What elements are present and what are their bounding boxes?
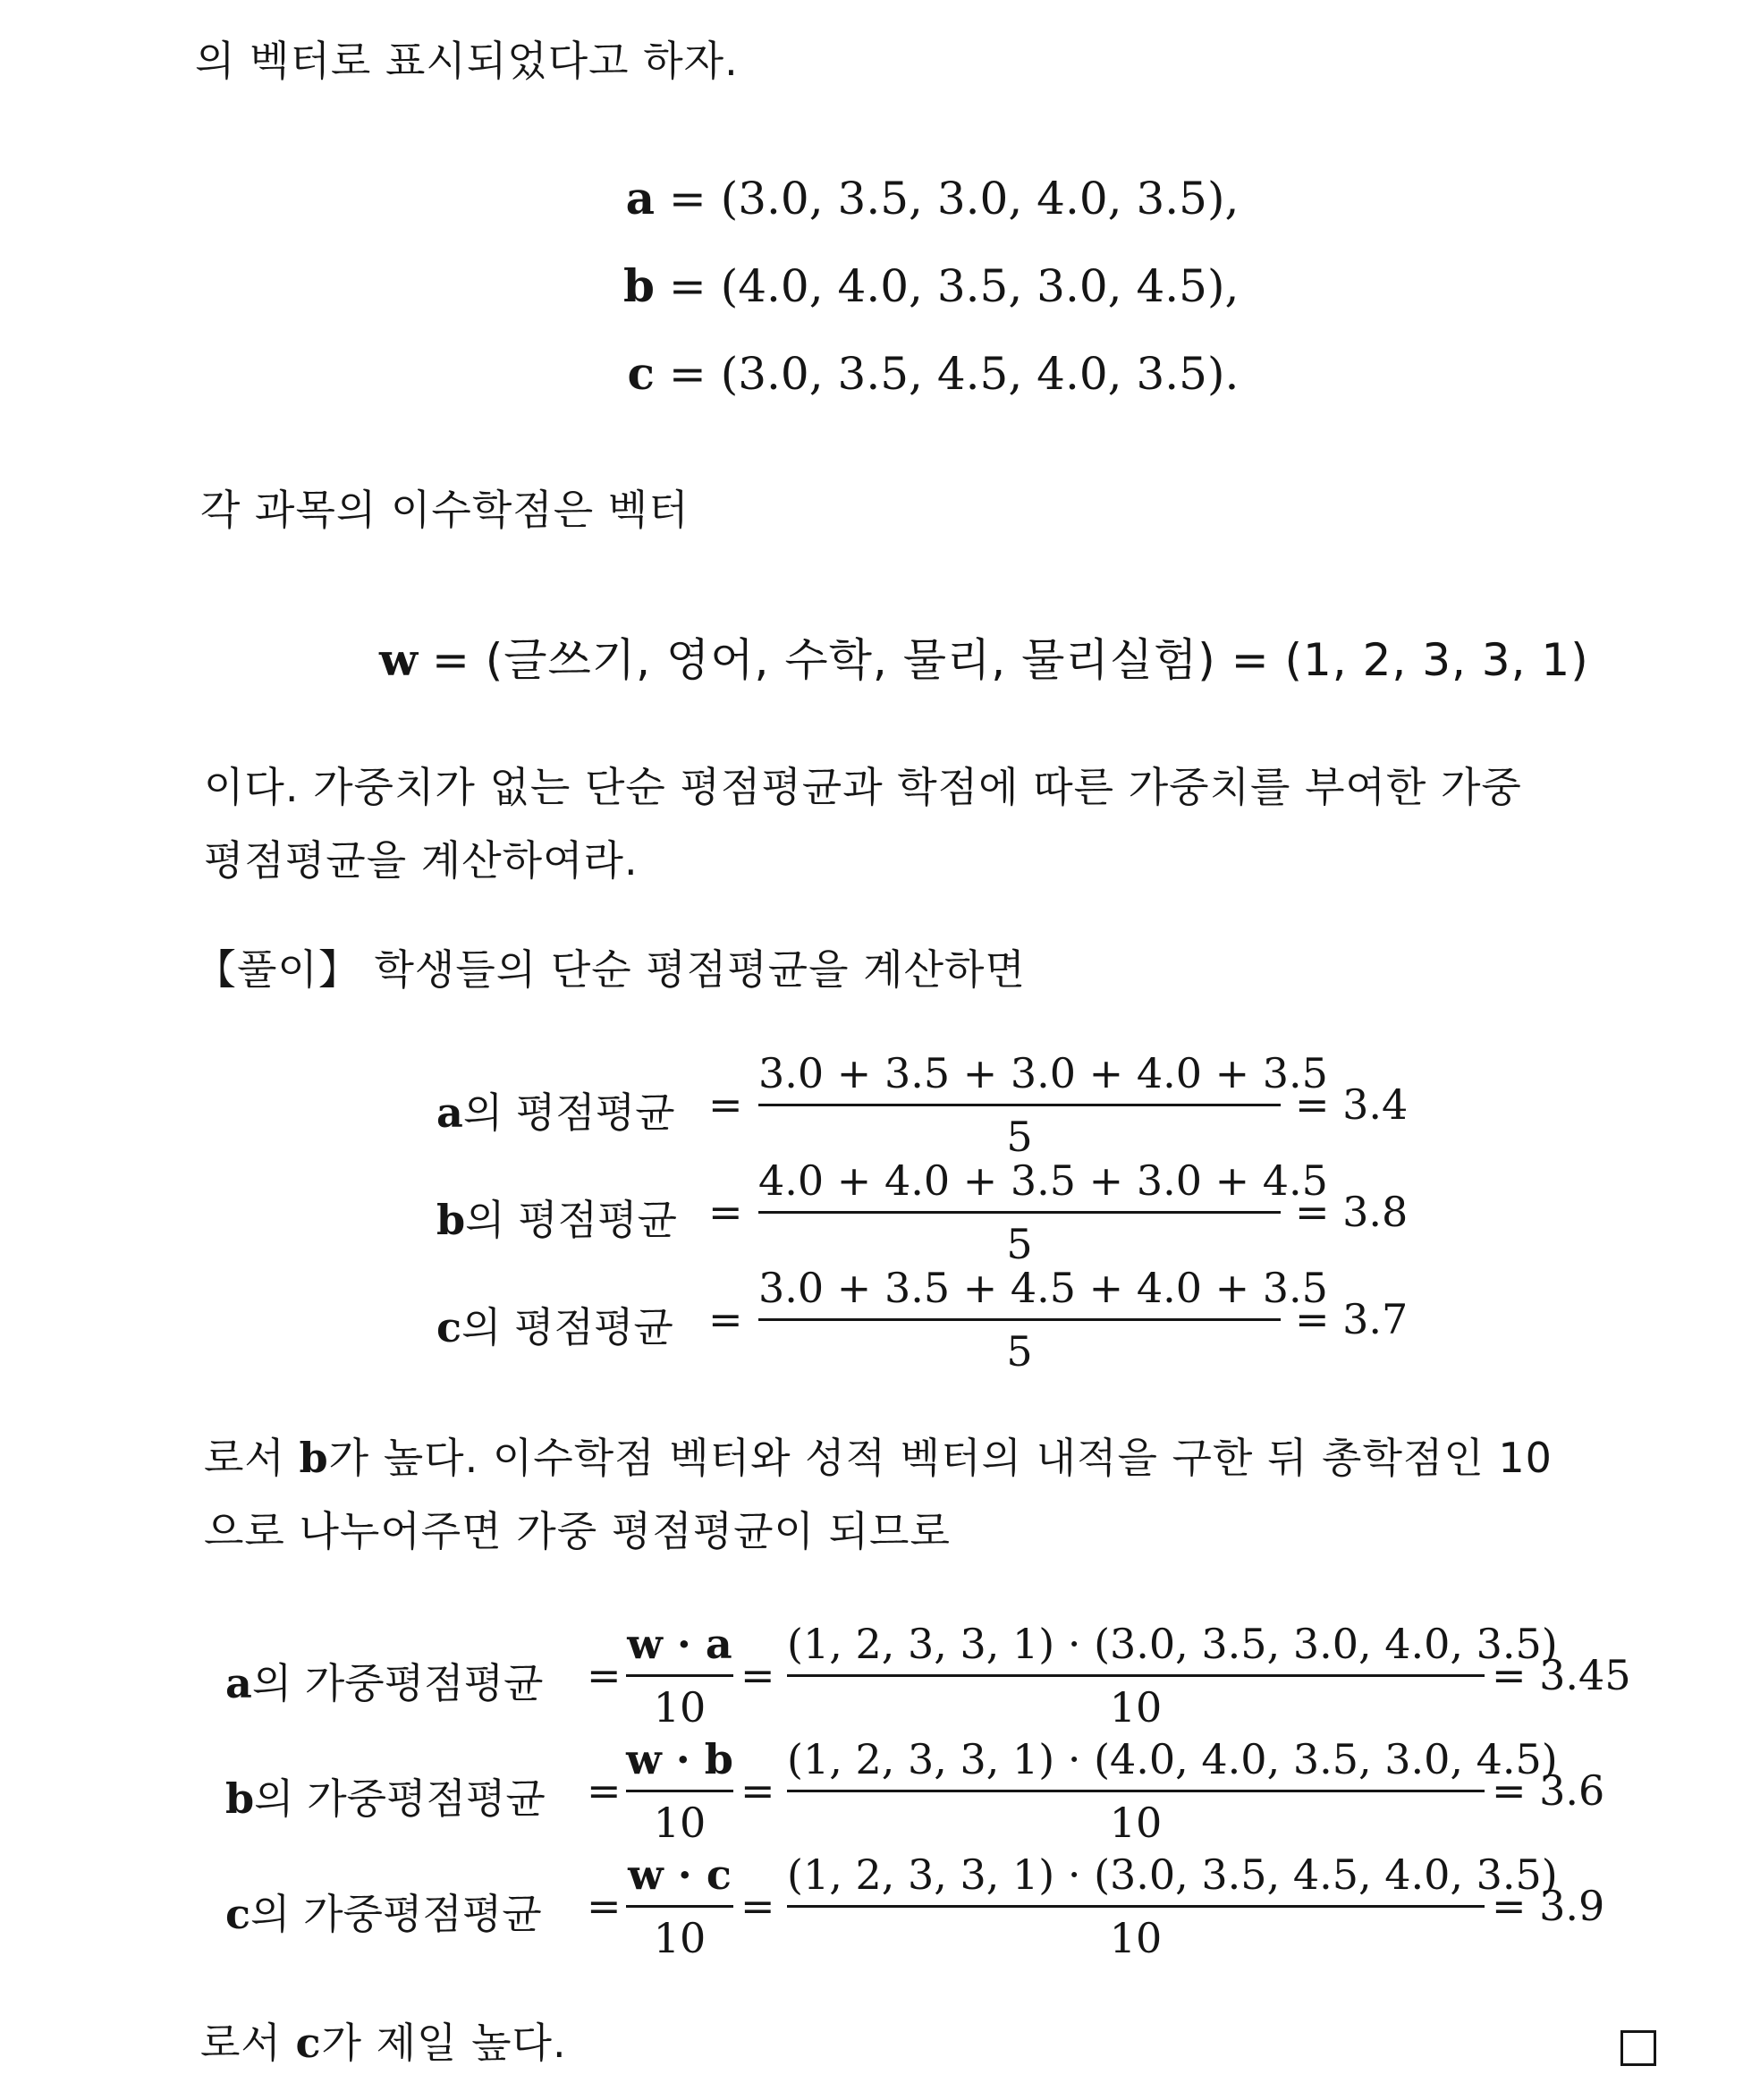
dot-denominator: 10: [653, 1683, 707, 1732]
vector-c: [601, 347, 1239, 400]
student-var: b: [436, 1196, 466, 1244]
mid-line-1: [204, 1422, 1553, 1494]
label-text: 의 가중평점평균: [251, 1659, 544, 1707]
equals-sign: =: [668, 173, 707, 224]
credit-intro: 각 과목의 이수학점은 벡터: [200, 486, 690, 534]
weight-vector-equation: [379, 624, 1589, 689]
denominator: 10: [1109, 1683, 1163, 1732]
equals-sign: =: [708, 1188, 743, 1236]
vector-b: [601, 259, 1239, 312]
dot-product: w · a: [627, 1620, 732, 1668]
equals-sign: =: [587, 1766, 622, 1815]
student-var: c: [225, 1890, 251, 1938]
weighted-average-c: [0, 1848, 1760, 1973]
weighted-average-b: [0, 1732, 1760, 1858]
fraction: [758, 1046, 1328, 1164]
question-line-2: 평점평균을 계산하여라.: [204, 836, 639, 885]
equals-sign-2: =: [740, 1882, 775, 1930]
dot-fraction: [626, 1617, 733, 1734]
vector-value: (4.0, 4.0, 3.5, 3.0, 4.5),: [720, 260, 1240, 312]
fraction-bar: [787, 1790, 1485, 1792]
equals-sign-2: =: [740, 1651, 775, 1699]
simple-average-b: [0, 1154, 1760, 1279]
dot-denominator: 10: [653, 1914, 707, 1962]
intro-line: 의 벡터로 표시되었다고 하자.: [195, 37, 739, 85]
final-var: c: [295, 2019, 322, 2067]
fraction-bar: [626, 1674, 733, 1677]
vector-name: a: [625, 172, 655, 224]
label-text: 의 평점평균: [461, 1303, 673, 1351]
fraction: [787, 1617, 1558, 1734]
simple-average-a: [0, 1046, 1760, 1172]
result: = 3.45: [1492, 1651, 1631, 1699]
fraction-bar: [758, 1211, 1281, 1214]
equals-sign: =: [708, 1295, 743, 1343]
label-text: 의 평점평균: [462, 1088, 675, 1137]
vector-a: [601, 172, 1239, 224]
denominator: 10: [1109, 1799, 1163, 1847]
row-label: [225, 1882, 542, 1941]
equals-sign: =: [587, 1882, 622, 1930]
numerator: 4.0 + 4.0 + 3.5 + 3.0 + 4.5: [758, 1156, 1328, 1205]
denominator: 5: [1006, 1220, 1033, 1268]
dot-fraction: [626, 1848, 733, 1965]
mid-prefix: 로서: [204, 1434, 300, 1482]
fraction-bar: [758, 1318, 1281, 1321]
row-label: [436, 1295, 673, 1354]
final-rest: 가 제일 높다.: [321, 2019, 567, 2067]
student-var: b: [225, 1774, 255, 1823]
question-line-1: 이다. 가중치가 없는 단순 평점평균과 학점에 따른 가중치를 부여한 가중: [204, 763, 1522, 811]
final-line: [200, 2007, 567, 2079]
equals-sign: =: [668, 348, 707, 400]
numerator: (1, 2, 3, 3, 1) · (3.0, 3.5, 3.0, 4.0, 3.5): [787, 1620, 1558, 1668]
equals-sign: =: [708, 1080, 743, 1129]
row-label: [436, 1080, 675, 1139]
label-text: 의 평점평균: [465, 1196, 677, 1244]
student-var: a: [225, 1659, 252, 1707]
equals-sign: =: [587, 1651, 622, 1699]
student-var: a: [436, 1088, 463, 1137]
numerator: (1, 2, 3, 3, 1) · (3.0, 3.5, 4.5, 4.0, 3.5): [787, 1850, 1558, 1899]
result: = 3.8: [1295, 1188, 1409, 1236]
mid-line-2: 으로 나누어주면 가중 평점평균이 되므로: [204, 1507, 951, 1555]
dot-fraction: [626, 1732, 733, 1850]
numerator: 3.0 + 3.5 + 3.0 + 4.0 + 3.5: [758, 1049, 1328, 1097]
simple-average-c: [0, 1261, 1760, 1386]
label-text: 의 가중평점평균: [254, 1774, 546, 1823]
numerator: 3.0 + 3.5 + 4.5 + 4.0 + 3.5: [758, 1264, 1328, 1312]
weighted-average-a: [0, 1617, 1760, 1742]
solution-intro: 【풀이】 학생들의 단순 평점평균을 계산하면: [195, 945, 1026, 994]
vector-value: (3.0, 3.5, 3.0, 4.0, 3.5),: [720, 173, 1240, 224]
result: = 3.7: [1295, 1295, 1409, 1343]
row-label: [225, 1766, 546, 1825]
fraction-bar: [758, 1104, 1281, 1106]
vector-value: (3.0, 3.5, 4.5, 4.0, 3.5).: [720, 348, 1240, 400]
denominator: 5: [1006, 1327, 1033, 1376]
weight-vector-value: = (글쓰기, 영어, 수학, 물리, 물리실험) = (1, 2, 3, 3, 1): [431, 634, 1589, 686]
fraction-bar: [787, 1905, 1485, 1908]
weight-vector-name: w: [379, 633, 419, 686]
denominator: 10: [1109, 1914, 1163, 1962]
fraction: [758, 1154, 1328, 1271]
result: = 3.4: [1295, 1080, 1409, 1129]
label-text: 의 가중평점평균: [250, 1890, 542, 1938]
vector-name: b: [623, 259, 655, 312]
student-var: c: [436, 1303, 462, 1351]
vector-name: c: [627, 347, 655, 400]
numerator: (1, 2, 3, 3, 1) · (4.0, 4.0, 3.5, 3.0, 4.5): [787, 1735, 1558, 1783]
dot-product: w · c: [628, 1850, 732, 1899]
fraction-bar: [626, 1790, 733, 1792]
fraction-bar: [787, 1674, 1485, 1677]
mid-rest: 가 높다. 이수학점 벡터와 성적 벡터의 내적을 구한 뒤 총학점인 10: [328, 1434, 1553, 1482]
fraction-bar: [626, 1905, 733, 1908]
mid-var: b: [299, 1434, 329, 1482]
row-label: [225, 1651, 544, 1710]
dot-denominator: 10: [653, 1799, 707, 1847]
row-label: [436, 1188, 677, 1247]
qed-box-icon: [1620, 2030, 1656, 2066]
result: = 3.6: [1492, 1766, 1605, 1815]
dot-product: w · b: [626, 1735, 733, 1783]
result: = 3.9: [1492, 1882, 1605, 1930]
equals-sign: =: [668, 260, 707, 312]
equals-sign-2: =: [740, 1766, 775, 1815]
final-prefix: 로서: [200, 2019, 296, 2067]
fraction: [758, 1261, 1328, 1378]
denominator: 5: [1006, 1113, 1033, 1161]
